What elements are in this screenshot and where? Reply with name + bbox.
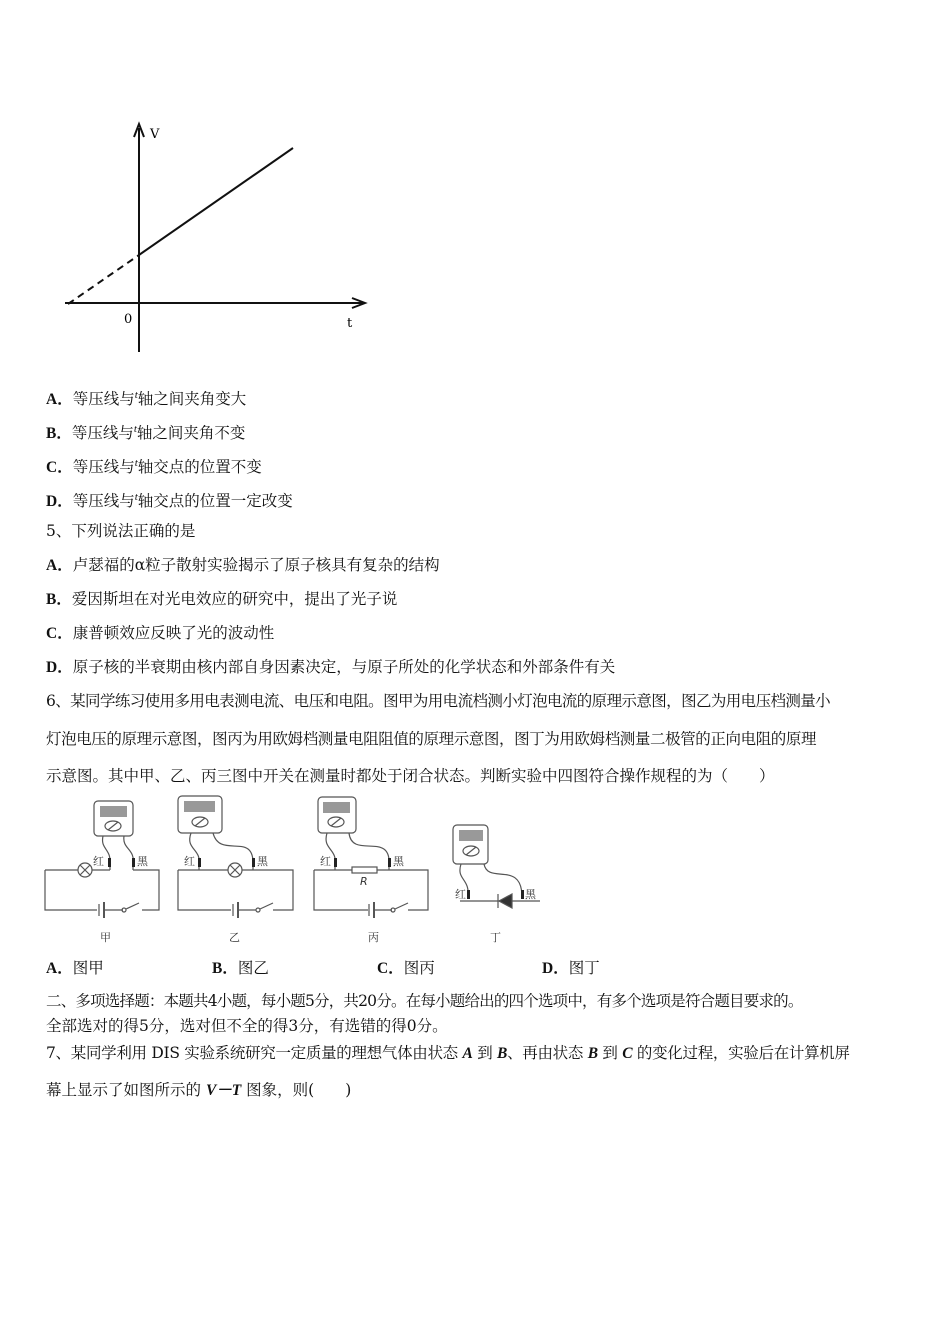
black-lead-label: 黑 (525, 888, 536, 901)
q5-option-c: C．康普顿效应反映了光的波动性 (46, 624, 275, 642)
y-axis-label: V (150, 127, 160, 142)
q5-option-a: A．卢瑟福的α粒子散射实验揭示了原子核具有复杂的结构 (46, 556, 440, 574)
caption-jia: 甲 (100, 931, 111, 944)
isobar-line (139, 148, 293, 255)
q5-option-d: D．原子核的半衰期由核内部自身因素决定，与原子所处的化学状态和外部条件有关 (46, 658, 616, 676)
origin-label: 0 (124, 312, 133, 327)
q6-stem-line: 灯泡电压的原理示意图，图丙为用欧姆档测量电阻阻值的原理示意图，图丁为用欧姆档测量二极管的正向电阻的原理 (46, 730, 817, 748)
black-lead-label: 黑 (393, 855, 404, 868)
q5-option-b: B．爱因斯坦在对光电效应的研究中，提出了光子说 (46, 590, 398, 608)
red-lead-label: 红 (455, 888, 466, 901)
q4-option-a: A．等压线与$^t$轴之间夹角变大 (46, 389, 247, 408)
q6-stem-line: 示意图。其中甲、乙、丙三图中开关在测量时都处于闭合状态。判断实验中四图符合操作规程的为（ ） (46, 767, 775, 785)
caption-ding: 丁 (490, 931, 501, 944)
caption-bing: 丙 (368, 931, 379, 944)
q6-option-d: D．图丁 (542, 959, 600, 977)
q6-option-c: C．图丙 (377, 959, 435, 977)
black-lead-label: 黑 (257, 855, 268, 868)
q6-option-a: A．图甲 (46, 959, 104, 977)
isobar-extension (68, 255, 139, 304)
q5-stem: 5、下列说法正确的是 (46, 522, 196, 540)
q7-stem-line: 幕上显示了如图所示的 V－T 图象，则( ) (46, 1081, 352, 1099)
q4-option-c: C．等压线与$^t$轴交点的位置不变 (46, 457, 262, 476)
q6-stem-line: 6、某同学练习使用多用电表测电流、电压和电阻。图甲为用电流档测小灯泡电流的原理示意图，图乙为用电压档测量小 (46, 692, 831, 710)
red-lead-label: 红 (184, 855, 195, 868)
q4-option-d: D．等压线与$^t$轴交点的位置一定改变 (46, 491, 293, 510)
red-lead-label: 红 (93, 855, 104, 868)
section2-heading: 全部选对的得5分，选对但不全的得3分，有选错的得0分。 (46, 1017, 448, 1035)
caption-yi: 乙 (229, 931, 240, 944)
x-axis-label: t (347, 316, 353, 331)
q4-option-b: B．等压线与$^t$轴之间夹角不变 (46, 423, 246, 442)
resistor (352, 867, 377, 873)
diode (499, 894, 512, 908)
resistor-label: R (360, 875, 368, 888)
black-lead-label: 黑 (137, 855, 148, 868)
q6-option-b: B．图乙 (212, 959, 269, 977)
section2-heading: 二、多项选择题：本题共4小题，每小题5分，共20分。在每小题给出的四个选项中，有多个选项是符合题目要求的。 (46, 992, 803, 1010)
v-t-graph (65, 124, 365, 352)
q7-stem-line: 7、某同学利用 DIS 实验系统研究一定质量的理想气体由状态 A 到 B、再由状态 B 到 C 的变化过程，实验后在计算机屏 (46, 1044, 850, 1062)
red-lead-label: 红 (320, 855, 331, 868)
